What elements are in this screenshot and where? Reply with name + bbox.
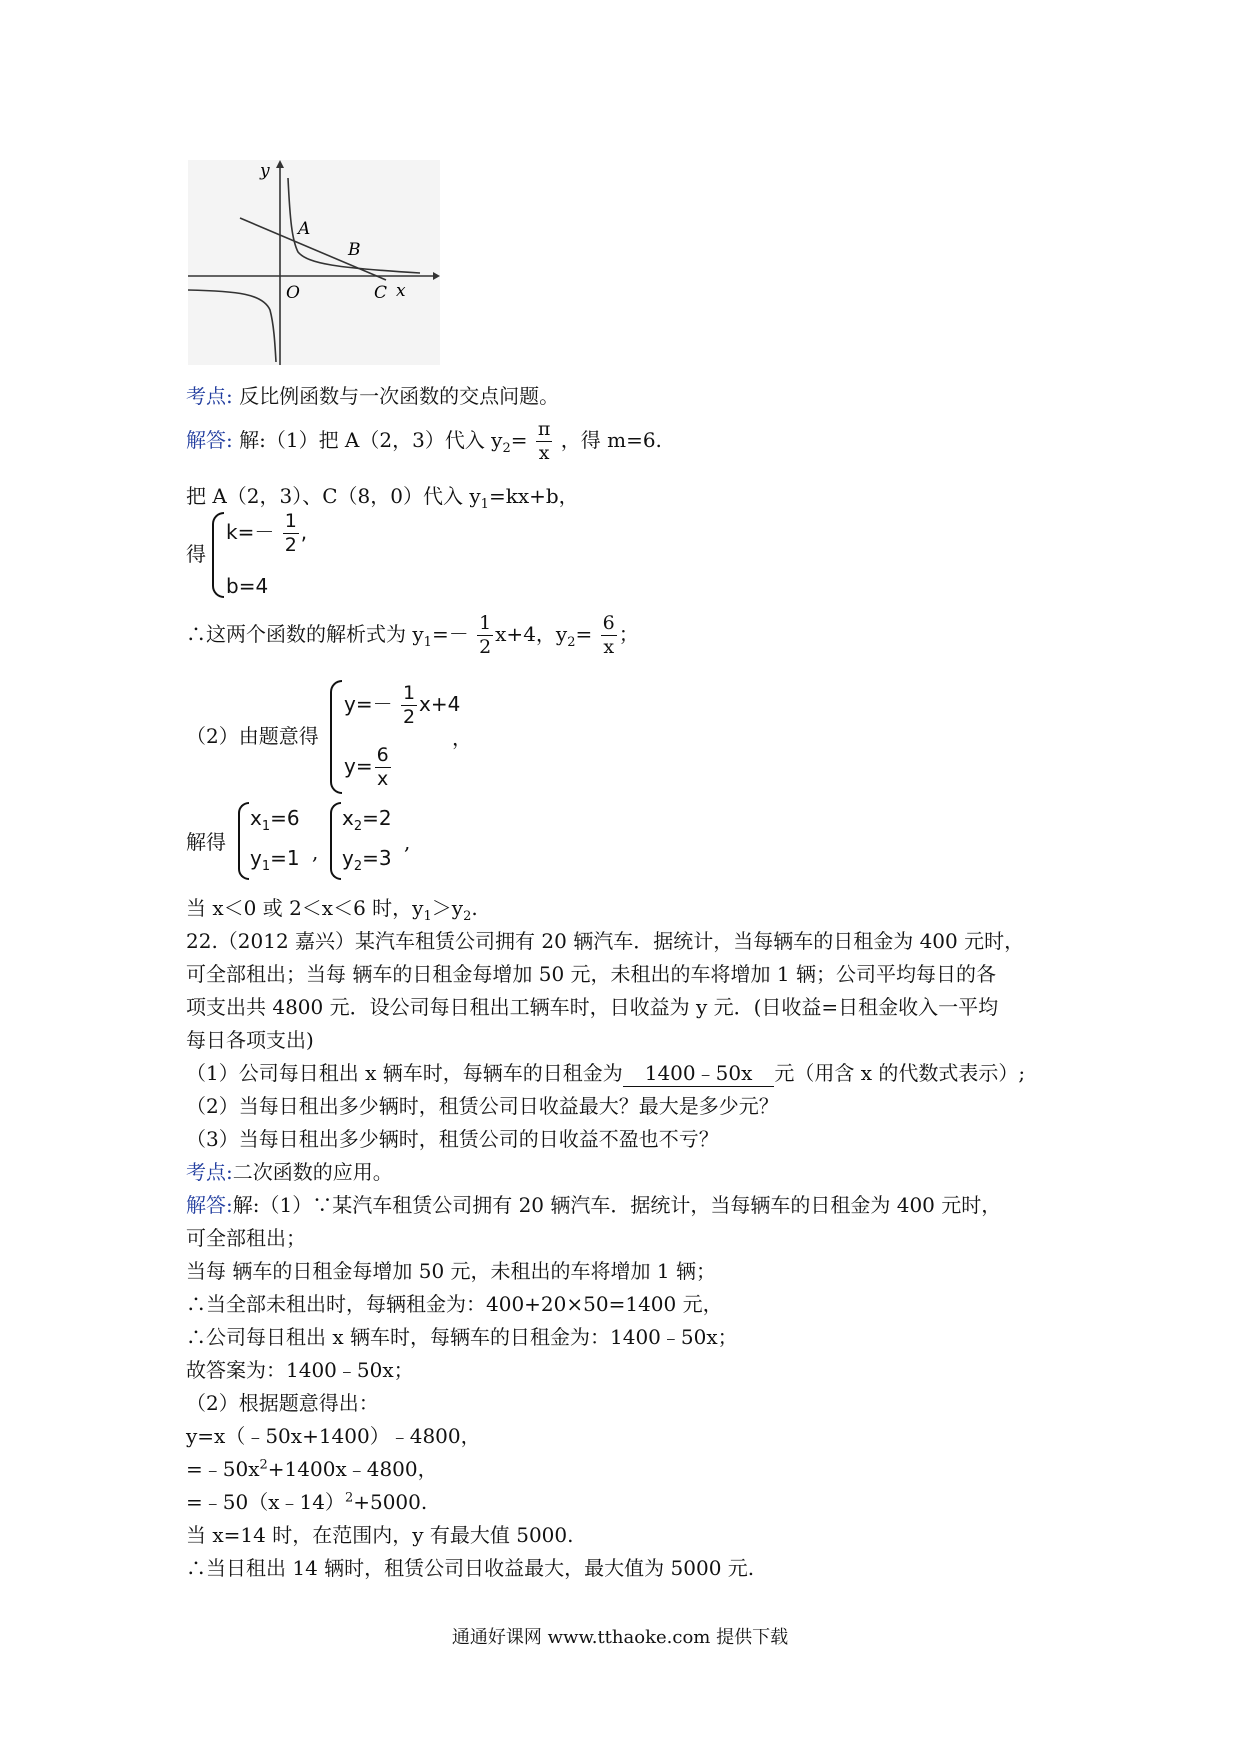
system-3-a-y bbox=[250, 846, 300, 874]
q22-kaodian-line bbox=[186, 1156, 393, 1185]
q22-subquestion-1 bbox=[186, 1057, 1025, 1087]
subscript: 2 bbox=[353, 819, 363, 834]
text-segment: x+4，y bbox=[495, 622, 568, 646]
fraction-one-half bbox=[401, 684, 417, 727]
text-segment: =﹣50（x﹣14） bbox=[186, 1490, 345, 1514]
subscript: 1 bbox=[261, 859, 271, 874]
text-segment: 把 A（2，3）、C（8，0）代入 y bbox=[186, 484, 481, 508]
kaodian-text: 二次函数的应用。 bbox=[232, 1160, 393, 1184]
superscript: 2 bbox=[344, 1490, 354, 1506]
page-footer: 通通好课网 www.tthaoke.com 提供下载 bbox=[451, 1627, 789, 1648]
fraction-pi-over-x bbox=[536, 420, 553, 463]
text-segment: （1）公司每日租出 x 辆车时，每辆车的日租金为 bbox=[186, 1061, 623, 1085]
system-2-label: （2）由题意得 bbox=[186, 724, 319, 748]
text-segment: =kx+b， bbox=[488, 484, 579, 508]
text-segment: +1400x﹣4800， bbox=[267, 1457, 438, 1481]
q22-problem-line-1: 22.（2012 嘉兴）某汽车租赁公司拥有 20 辆汽车．据统计，当每辆车的日租金为 400 元时， bbox=[186, 929, 1025, 953]
denominator: 2 bbox=[402, 706, 416, 728]
text-segment: ，得 m=6. bbox=[560, 428, 662, 452]
text-segment: = bbox=[510, 428, 528, 452]
answer-blank: 1400﹣50x bbox=[623, 1057, 775, 1087]
jieda-label: 解答: bbox=[186, 1193, 233, 1217]
text-segment: y= bbox=[344, 754, 373, 778]
x-axis-label: x bbox=[396, 281, 406, 301]
subscript: 1 bbox=[480, 497, 489, 512]
q22-problem-line-4: 每日各项支出) bbox=[186, 1028, 314, 1052]
q21-answer-line-3 bbox=[186, 614, 639, 657]
y-axis-label: y bbox=[260, 161, 270, 181]
q22-answer-line-8: y=x（﹣50x+1400）﹣4800， bbox=[186, 1424, 481, 1448]
system-3-a-x bbox=[250, 806, 300, 834]
x-axis-arrow bbox=[433, 272, 440, 280]
q21-kaodian-line bbox=[186, 380, 559, 409]
denominator: x bbox=[377, 768, 389, 790]
numerator: 6 bbox=[376, 744, 389, 766]
text-segment: 元（用含 x 的代数式表示）; bbox=[774, 1061, 1026, 1085]
subscript: 1 bbox=[423, 635, 432, 650]
system-2-eq-1 bbox=[344, 684, 460, 727]
q22-answer-line-11: 当 x=14 时，在范围内，y 有最大值 5000. bbox=[186, 1523, 574, 1547]
q22-problem-line-3: 项支出共 4800 元．设公司每日租出工辆车时，日收益为 y 元．(日收益=日租金收入一平均 bbox=[186, 995, 999, 1019]
system-2-brace bbox=[330, 680, 342, 794]
q22-subquestion-3: （3）当每日租出多少辆时，租赁公司的日收益不盈也不亏？ bbox=[186, 1127, 719, 1151]
system-3-label: 解得 bbox=[186, 830, 226, 854]
text-segment: =6 bbox=[270, 806, 300, 830]
fraction-six-over-x bbox=[375, 746, 391, 789]
fraction-one-half bbox=[283, 512, 299, 555]
denominator: x bbox=[538, 442, 550, 464]
text-segment: =1 bbox=[270, 846, 300, 870]
q22-answer-line-4: ∴当全部未租出时，每辆租金为：400+20×50=1400 元， bbox=[186, 1292, 723, 1316]
y-axis-arrow bbox=[276, 160, 284, 168]
q22-answer-line-6: 故答案为：1400﹣50x； bbox=[186, 1358, 414, 1382]
system-3-b-x bbox=[342, 806, 392, 834]
hyperbola-branch-2 bbox=[188, 290, 276, 362]
text-segment: y bbox=[250, 846, 262, 870]
system-3-b-y bbox=[342, 846, 392, 874]
text-segment: 当 x＜0 或 2＜x＜6 时，y bbox=[186, 896, 424, 920]
text-segment: = bbox=[575, 622, 593, 646]
superscript: 2 bbox=[259, 1457, 268, 1473]
origin-label: O bbox=[286, 283, 300, 303]
system-3-comma-1: , bbox=[312, 840, 319, 864]
system-2-eq-2 bbox=[344, 746, 393, 789]
text-segment: +5000. bbox=[353, 1490, 428, 1514]
linear-function-line bbox=[240, 218, 386, 280]
kaodian-label: 考点: bbox=[186, 1160, 233, 1184]
text-segment: ∴这两个函数的解析式为 y bbox=[186, 622, 424, 646]
text-segment: , bbox=[300, 520, 308, 544]
system-1-eq-k bbox=[226, 512, 307, 555]
text-segment: x bbox=[342, 806, 354, 830]
system-3-brace-a bbox=[238, 802, 249, 880]
kaodian-text: 反比例函数与一次函数的交点问题。 bbox=[239, 384, 560, 408]
q22-answer-line-12: ∴当日租出 14 辆时，租赁公司日收益最大，最大值为 5000 元. bbox=[186, 1556, 755, 1580]
text-segment: x+4 bbox=[419, 692, 461, 716]
point-a-label: A bbox=[298, 219, 311, 239]
jieda-label: 解答: bbox=[186, 428, 233, 452]
text-segment: 解:（1）把 A（2，3）代入 y bbox=[239, 428, 503, 452]
numerator: 1 bbox=[402, 682, 416, 704]
system-1-label: 得 bbox=[186, 542, 206, 566]
numerator: 6 bbox=[602, 612, 615, 634]
subscript: 2 bbox=[502, 441, 511, 456]
text-segment: ； bbox=[618, 622, 639, 646]
system-1-brace bbox=[212, 512, 224, 598]
point-b-label: B bbox=[348, 240, 361, 260]
subscript: 1 bbox=[423, 909, 432, 924]
subscript: 1 bbox=[261, 819, 271, 834]
text-segment: =－ bbox=[431, 622, 469, 646]
q22-problem-line-2: 可全部租出；当每 辆车的日租金每增加 50 元，未租出的车将增加 1 辆；公司平均每日的各 bbox=[186, 962, 996, 986]
q22-answer-line-7: （2）根据题意得出： bbox=[186, 1391, 379, 1415]
text-segment: x bbox=[250, 806, 262, 830]
text-segment: =﹣50x bbox=[186, 1457, 260, 1481]
numerator: 1 bbox=[479, 612, 492, 634]
q21-answer-line-2 bbox=[186, 480, 579, 512]
fraction-six-over-x bbox=[601, 614, 617, 657]
point-c-label: C bbox=[374, 283, 388, 303]
system-2-comma: ， bbox=[452, 726, 472, 750]
text-segment: =3 bbox=[362, 846, 392, 870]
system-3-brace-b bbox=[330, 802, 341, 880]
denominator: 2 bbox=[479, 636, 492, 658]
text-segment: . bbox=[471, 896, 478, 920]
function-graph bbox=[188, 160, 440, 365]
numerator: π bbox=[537, 418, 551, 440]
system-1-eq-b: b=4 bbox=[226, 574, 269, 598]
kaodian-label: 考点: bbox=[186, 384, 233, 408]
system-3-comma-2: , bbox=[404, 830, 411, 854]
subscript: 2 bbox=[353, 859, 363, 874]
text-segment: =2 bbox=[362, 806, 392, 830]
q21-answer-line-4 bbox=[186, 892, 478, 924]
q22-answer-line-5: ∴公司每日租出 x 辆车时，每辆车的日租金为：1400﹣50x； bbox=[186, 1325, 738, 1349]
text-segment: y=－ bbox=[344, 692, 393, 716]
denominator: 2 bbox=[284, 534, 297, 556]
q22-subquestion-2: （2）当每日租出多少辆时，租赁公司日收益最大？最大是多少元？ bbox=[186, 1094, 779, 1118]
q22-answer-line-1 bbox=[186, 1189, 1001, 1218]
numerator: 1 bbox=[284, 510, 297, 532]
text-segment: ＞y bbox=[431, 896, 464, 920]
denominator: x bbox=[603, 636, 615, 658]
subscript: 2 bbox=[463, 909, 472, 924]
q22-answer-line-9 bbox=[186, 1453, 438, 1482]
fraction-one-half bbox=[477, 614, 493, 657]
graph-svg bbox=[188, 160, 440, 365]
text-segment: y bbox=[342, 846, 354, 870]
subscript: 2 bbox=[567, 635, 576, 650]
text-segment: 解:（1）∵某汽车租赁公司拥有 20 辆汽车．据统计，当每辆车的日租金为 400 元时， bbox=[232, 1193, 1002, 1217]
q22-answer-line-10 bbox=[186, 1486, 427, 1515]
q21-answer-line-1 bbox=[186, 420, 662, 463]
text-segment: k=－ bbox=[226, 520, 275, 544]
q22-answer-line-2: 可全部租出； bbox=[186, 1226, 306, 1250]
q22-answer-line-3: 当每 辆车的日租金每增加 50 元，未租出的车将增加 1 辆； bbox=[186, 1259, 716, 1283]
